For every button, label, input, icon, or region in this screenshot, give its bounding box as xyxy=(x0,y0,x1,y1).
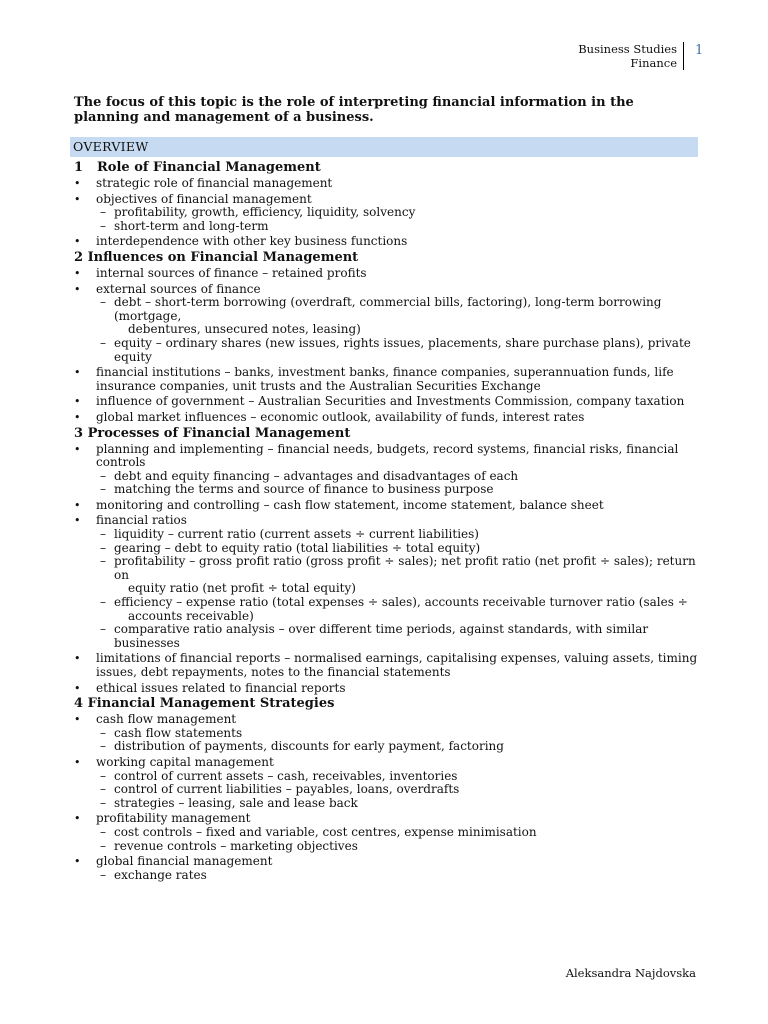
sub-list-item-continued: equity ratio (net profit ÷ total equity) xyxy=(128,581,356,596)
sub-list-item: – revenue controls – marketing objectives xyxy=(74,840,699,854)
sub-list-item: – cash flow statements xyxy=(74,727,699,741)
sub-list-item: – cost controls – fixed and variable, cost centres, expense minimisation xyxy=(74,826,699,840)
intro-paragraph: The focus of this topic is the role of interpreting financial information in the planning and management of a business. xyxy=(74,95,634,125)
sub-list-item-continued: accounts receivable) xyxy=(128,608,254,623)
sub-list-item: – equity – ordinary shares (new issues, rights issues, placements, share purchase plans), private equity xyxy=(74,337,699,364)
list-item: • internal sources of finance – retained profits xyxy=(74,267,699,281)
sub-list-item: – liquidity – current ratio (current assets ÷ current liabilities) xyxy=(74,528,699,542)
list-item: • financial institutions – banks, investment banks, finance companies, superannuation funds, life xyxy=(74,366,699,380)
section-4-heading: 4 Financial Management Strategies xyxy=(74,696,335,712)
sub-list-item: – control of current liabilities – payables, loans, overdrafts xyxy=(74,783,699,797)
list-item: • monitoring and controlling – cash flow statement, income statement, balance sheet xyxy=(74,499,699,513)
sub-list-item: – strategies – leasing, sale and lease back xyxy=(74,797,699,811)
sub-list-item: – control of current assets – cash, receivables, inventories xyxy=(74,770,699,784)
list-item: • external sources of finance xyxy=(74,283,699,297)
sub-list-item: – short-term and long-term xyxy=(74,220,699,234)
sub-list-item: – distribution of payments, discounts for early payment, factoring xyxy=(74,740,699,754)
sub-list-item: – efficiency – expense ratio (total expenses ÷ sales), accounts receivable turnover ratio (sales ÷ xyxy=(74,596,699,610)
list-item: • interdependence with other key business functions xyxy=(74,235,699,249)
sub-list-item: – comparative ratio analysis – over different time periods, against standards, with similar businesses xyxy=(74,623,699,650)
section-2-heading: 2 Influences on Financial Management xyxy=(74,249,359,265)
sub-list-item: – debt – short-term borrowing (overdraft, commercial bills, factoring), long-term borrowing (mortgage, xyxy=(74,296,699,323)
list-item: • profitability management xyxy=(74,812,699,826)
list-item: • cash flow management xyxy=(74,713,699,727)
section-1-title: Role of Financial Management xyxy=(97,160,321,175)
header-topic: Finance xyxy=(630,56,677,70)
sub-list-item: – gearing – debt to equity ratio (total liabilities ÷ total equity) xyxy=(74,542,699,556)
list-item: • objectives of financial management xyxy=(74,193,699,207)
list-item: • global financial management xyxy=(74,855,699,869)
list-item: • working capital management xyxy=(74,756,699,770)
list-item-continued: issues, debt repayments, notes to the financial statements xyxy=(96,665,451,679)
sub-list-item: – profitability – gross profit ratio (gross profit ÷ sales); net profit ratio (net profit ÷ sales); return on xyxy=(74,555,699,582)
sub-list-item: – exchange rates xyxy=(74,869,699,883)
section-3-heading: 3 Processes of Financial Management xyxy=(74,425,351,441)
list-item: • global market influences – economic outlook, availability of funds, interest rates xyxy=(74,411,699,425)
list-item-continued: insurance companies, unit trusts and the Australian Securities Exchange xyxy=(96,378,541,393)
page-number: 1 xyxy=(695,43,704,58)
list-item: • financial ratios xyxy=(74,514,699,528)
overview-content xyxy=(74,159,699,882)
overview-banner: OVERVIEW xyxy=(70,137,698,157)
page-header xyxy=(578,42,684,70)
sub-list-item: – matching the terms and source of finance to business purpose xyxy=(74,483,699,497)
sub-list-item-continued: debentures, unsecured notes, leasing) xyxy=(128,322,361,337)
list-item: • ethical issues related to financial reports xyxy=(74,682,699,696)
list-item: • limitations of financial reports – normalised earnings, capitalising expenses, valuing assets, timing xyxy=(74,652,699,666)
section-1-number: 1 xyxy=(74,160,84,175)
list-item: • planning and implementing – financial needs, budgets, record systems, financial risks, financial controls xyxy=(74,443,699,470)
sub-list-item: – profitability, growth, efficiency, liquidity, solvency xyxy=(74,206,699,220)
sub-list-item: – debt and equity financing – advantages and disadvantages of each xyxy=(74,470,699,484)
footer-author: Aleksandra Najdovska xyxy=(565,966,696,980)
list-item: • strategic role of financial management xyxy=(74,177,699,191)
header-subject: Business Studies xyxy=(578,42,677,56)
section-1-heading xyxy=(74,160,699,175)
list-item: • influence of government – Australian Securities and Investments Commission, company taxation xyxy=(74,395,699,409)
